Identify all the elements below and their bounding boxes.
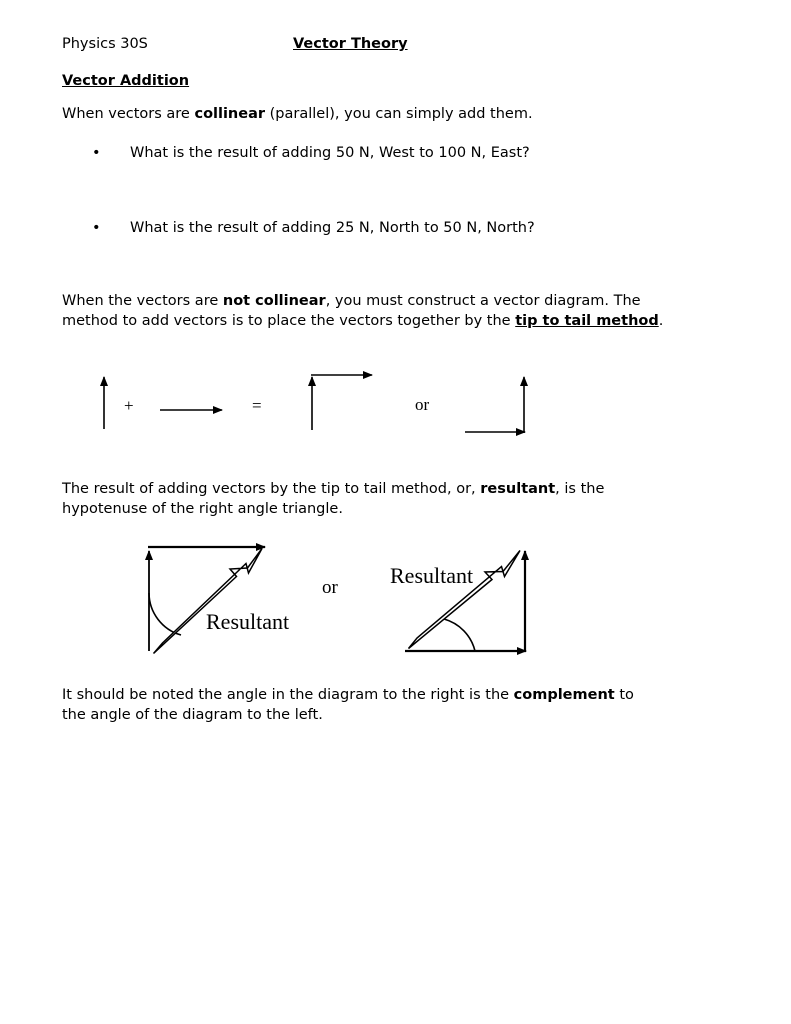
- or-label-figure2: or: [322, 577, 338, 598]
- bold-underline-term-tip-to-tail: tip to tail method: [515, 312, 659, 329]
- text-fragment: When vectors are: [62, 106, 195, 122]
- bold-term-not-collinear: not collinear: [222, 293, 326, 309]
- list-item-label: What is the result of adding 50 N, West to 100 N, East?: [130, 145, 530, 161]
- list-item: [92, 219, 535, 239]
- angle-arc: [149, 593, 181, 635]
- resultant-label-left: Resultant: [206, 609, 290, 634]
- text-fragment: The result of adding vectors by the tip to tail method, or,: [62, 481, 481, 497]
- text-fragment: , is the hypotenuse of the right angle triangle.: [62, 481, 605, 517]
- paragraph-not-collinear: [62, 292, 687, 331]
- equals-symbol: =: [252, 396, 262, 415]
- text-fragment: It should be noted the angle in the diagram to the right is the: [62, 687, 514, 703]
- left-resultant-diagram: [148, 547, 265, 654]
- sum-up-then-right-vector: [311, 375, 372, 430]
- paragraph-complement: [62, 686, 662, 725]
- plus-symbol: +: [124, 396, 134, 415]
- bold-term-resultant: resultant: [480, 481, 556, 497]
- list-item-label: What is the result of adding 25 N, North to 50 N, North?: [130, 220, 535, 236]
- resultant-label-right: Resultant: [390, 563, 474, 588]
- or-label-figure1: or: [415, 395, 430, 414]
- text-fragment: to the angle of the diagram to the left.: [62, 687, 634, 723]
- text-fragment: .: [658, 312, 664, 329]
- page-title: Vector Theory: [293, 36, 408, 52]
- paragraph-collinear: [62, 105, 722, 125]
- text-fragment: (parallel), you can simply add them.: [265, 106, 533, 122]
- figure-tip-to-tail: [90, 360, 550, 450]
- sum-right-then-up-vector: [465, 377, 525, 433]
- bold-term-collinear: collinear: [194, 106, 266, 122]
- figure-resultant-triangles: [135, 535, 555, 665]
- text-fragment: , you must construct a vector diagram. The method to add vectors is to place the vectors together by the: [62, 293, 641, 329]
- angle-arc: [444, 619, 475, 651]
- list-item: [92, 144, 530, 164]
- bullet-marker-icon: •: [92, 220, 101, 236]
- bullet-marker-icon: •: [92, 145, 101, 161]
- text-fragment: When the vectors are: [62, 293, 223, 309]
- resultant-hollow-arrow: [154, 549, 263, 654]
- bold-term-complement: complement: [513, 687, 615, 703]
- paragraph-resultant: [62, 480, 682, 519]
- course-label: Physics 30S: [62, 36, 148, 52]
- section-heading: Vector Addition: [62, 73, 190, 89]
